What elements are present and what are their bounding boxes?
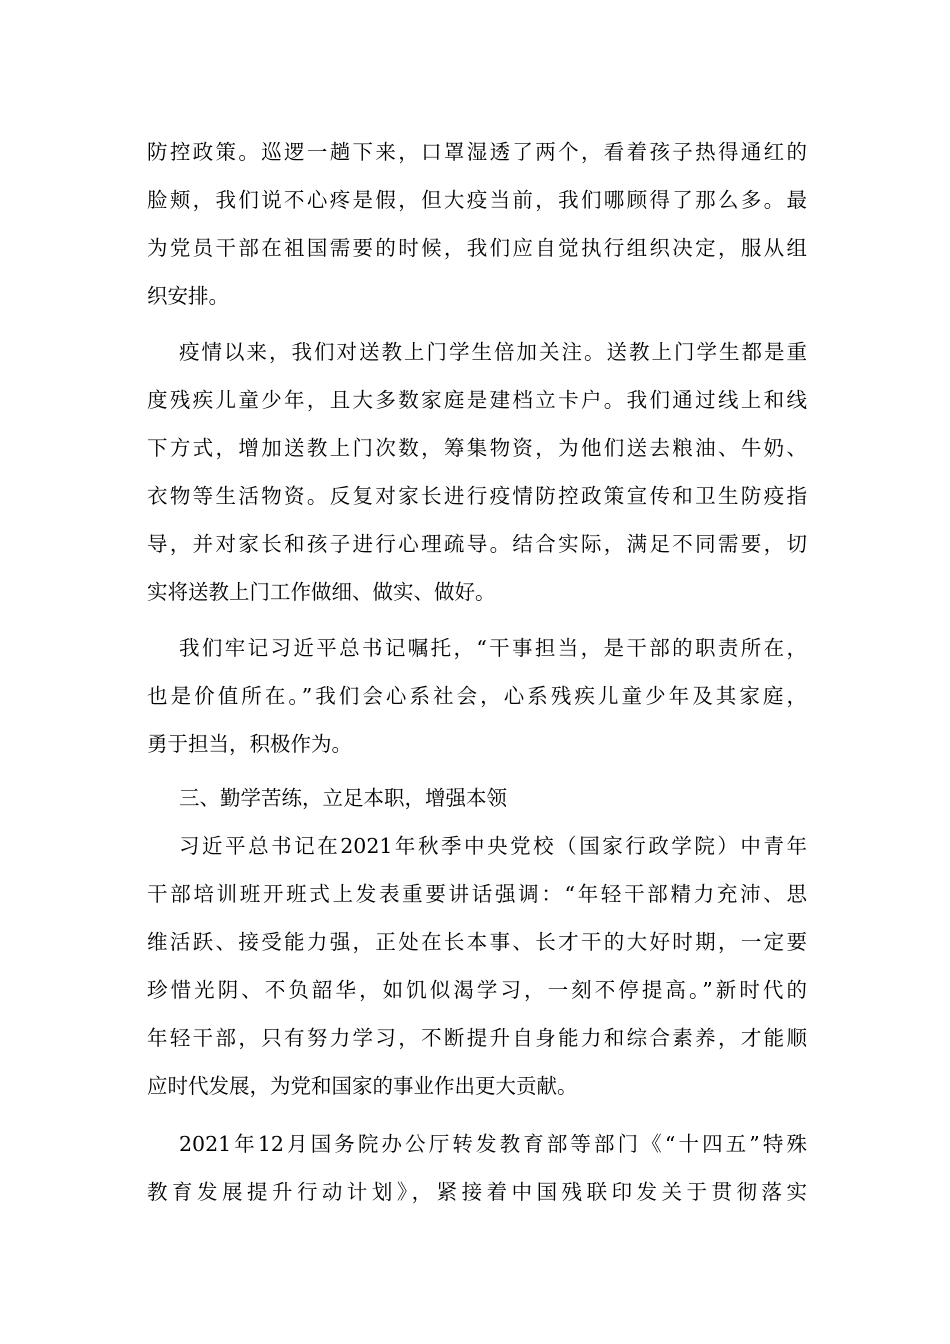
paragraph-1-line-4: 织安排。 [147, 284, 229, 308]
paragraph-3-line-1: 我们牢记习近平总书记嘱托，“干事担当，是干部的职责所在， [179, 636, 807, 660]
paragraph-2-line-4: 衣物等生活物资。反复对家长进行疫情防控政策宣传和卫生防疫指 [147, 484, 807, 508]
paragraph-4-line-1: 习近平总书记在2021年秋季中央党校（国家行政学院）中青年 [179, 834, 807, 858]
paragraph-2-line-5: 导，并对家长和孩子进行心理疏导。结合实际，满足不同需要，切 [147, 532, 807, 556]
section-heading: 三、勤学苦练，立足本职，增强本领 [179, 786, 507, 810]
paragraph-1-line-2: 脸颊，我们说不心疼是假，但大疫当前，我们哪顾得了那么多。最 [147, 188, 807, 212]
paragraph-1-line-3: 为党员干部在祖国需要的时候，我们应自觉执行组织决定，服从组 [147, 236, 807, 260]
paragraph-3-line-3: 勇于担当，积极作为。 [147, 732, 352, 756]
paragraph-3-line-2: 也是价值所在。”我们会心系社会，心系残疾儿童少年及其家庭， [147, 684, 807, 708]
paragraph-5-line-1: 2021年12月国务院办公厅转发教育部等部门《“十四五”特殊 [179, 1132, 807, 1156]
paragraph-2-line-3: 下方式，增加送教上门次数，筹集物资，为他们送去粮油、牛奶、 [147, 436, 807, 460]
paragraph-2-line-2: 度残疾儿童少年，且大多数家庭是建档立卡户。我们通过线上和线 [147, 388, 807, 412]
paragraph-1-line-1: 防控政策。巡逻一趟下来，口罩湿透了两个，看着孩子热得通红的 [147, 140, 807, 164]
paragraph-4-line-6: 应时代发展，为党和国家的事业作出更大贡献。 [147, 1074, 578, 1098]
paragraph-2-line-1: 疫情以来，我们对送教上门学生倍加关注。送教上门学生都是重 [179, 340, 807, 364]
paragraph-4-line-4: 珍惜光阴、不负韶华，如饥似渴学习，一刻不停提高。”新时代的 [147, 978, 807, 1002]
paragraph-2-line-6: 实将送教上门工作做细、做实、做好。 [147, 580, 496, 604]
paragraph-4-line-5: 年轻干部，只有努力学习，不断提升自身能力和综合素养，才能顺 [147, 1026, 807, 1050]
paragraph-5-line-2: 教育发展提升行动计划》，紧接着中国残联印发关于贯彻落实 [147, 1180, 807, 1204]
paragraph-4-line-3: 维活跃、接受能力强，正处在长本事、长才干的大好时期，一定要 [147, 930, 807, 954]
paragraph-4-line-2: 干部培训班开班式上发表重要讲话强调：“年轻干部精力充沛、思 [147, 882, 807, 906]
